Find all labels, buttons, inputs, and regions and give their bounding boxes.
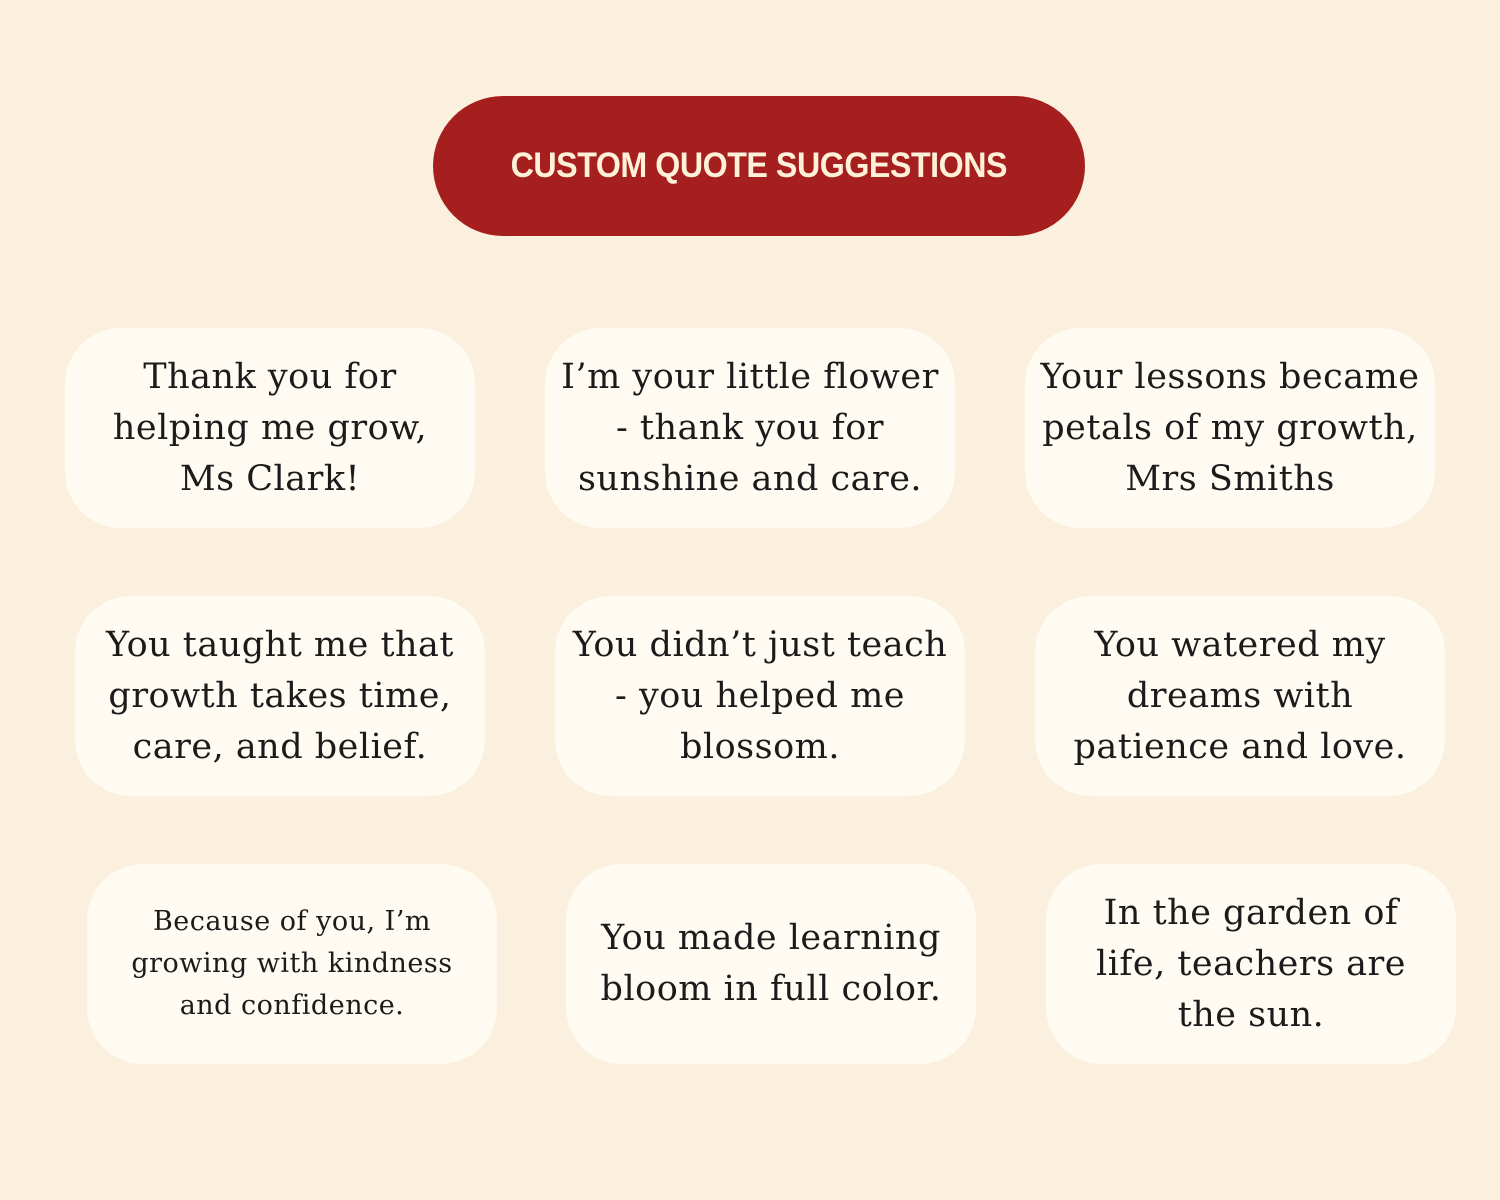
quote-line: Your lessons became (1040, 356, 1420, 397)
quote-text (1040, 352, 1419, 505)
quote-line: and confidence. (179, 990, 405, 1021)
quote-line: patience and love. (1073, 726, 1407, 767)
quote-text (113, 352, 427, 505)
quote-line: You didn’t just teach (572, 624, 948, 665)
quote-line: life, teachers are (1096, 943, 1406, 984)
quote-line: helping me grow, (112, 407, 428, 448)
quote-card-3[interactable] (1025, 328, 1435, 528)
quote-card-7[interactable] (87, 864, 497, 1064)
quote-line: Ms Clark! (179, 458, 361, 499)
quote-card-4[interactable] (75, 596, 485, 796)
quote-line: I’m your little flower (561, 356, 939, 397)
quote-line: You watered my (1094, 624, 1386, 665)
quote-card-6[interactable] (1035, 596, 1445, 796)
quote-line: dreams with (1126, 675, 1354, 716)
quote-text (573, 620, 948, 773)
quote-text (106, 620, 454, 773)
quote-text (1096, 888, 1406, 1041)
page-title: CUSTOM QUOTE SUGGESTIONS (510, 146, 1008, 185)
quote-card-5[interactable] (555, 596, 965, 796)
quote-line: You taught me that (106, 624, 454, 665)
quote-line: - thank you for (615, 407, 885, 448)
quote-line: sunshine and care. (577, 458, 923, 499)
quote-line: petals of my growth, (1042, 407, 1418, 448)
quote-line: blossom. (680, 726, 840, 767)
quote-card-9[interactable] (1046, 864, 1456, 1064)
quote-text (561, 352, 939, 505)
quote-card-1[interactable] (65, 328, 475, 528)
quote-card-2[interactable] (545, 328, 955, 528)
quote-line: In the garden of (1103, 892, 1399, 933)
quote-line: the sun. (1177, 994, 1325, 1035)
quote-text (131, 901, 452, 1027)
quote-line: Thank you for (143, 356, 397, 397)
quote-card-8[interactable] (566, 864, 976, 1064)
quote-text (601, 913, 942, 1015)
quote-line: - you helped me (615, 675, 905, 716)
quote-line: Mrs Smiths (1125, 458, 1335, 499)
quote-line: growth takes time, (108, 675, 452, 716)
quote-line: care, and belief. (132, 726, 428, 767)
title-banner (433, 96, 1085, 236)
quote-line: growing with kindness (131, 948, 453, 979)
quote-text (1073, 620, 1406, 773)
quote-line: bloom in full color. (600, 969, 942, 1009)
quote-line: You made learning (601, 918, 941, 958)
quote-line: Because of you, I’m (152, 906, 432, 937)
